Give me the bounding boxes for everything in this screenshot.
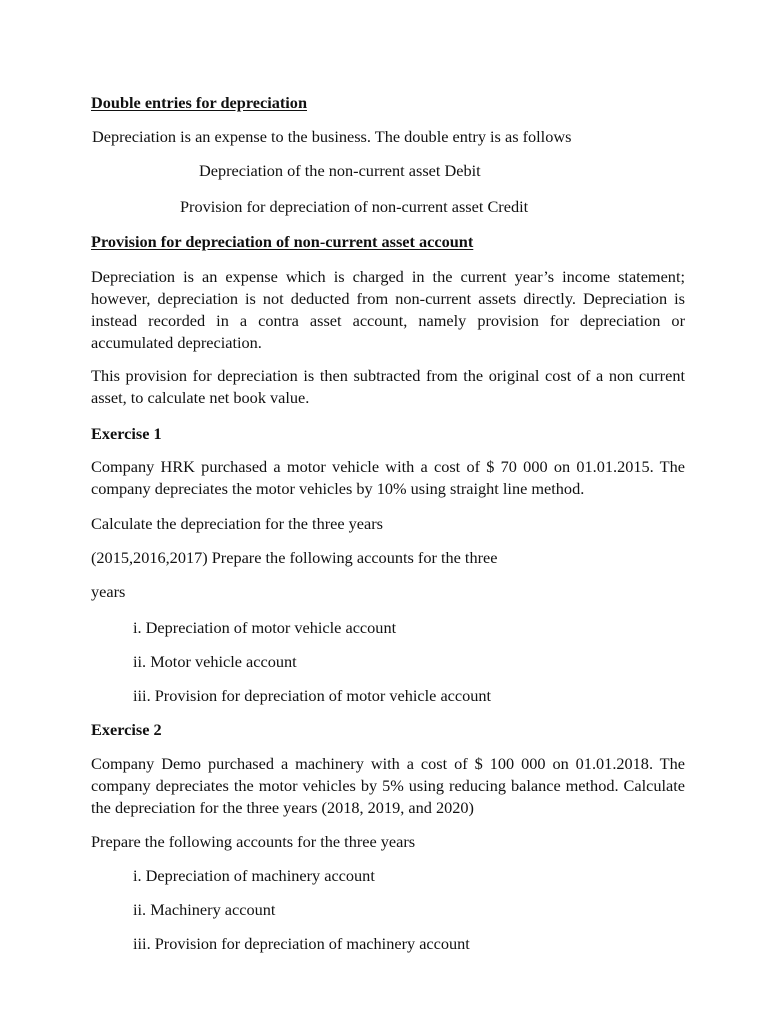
intro-line: Depreciation is an expense to the business. The double entry is as follows	[92, 127, 572, 146]
heading-provision: Provision for depreciation of non-current asset account	[91, 232, 474, 251]
entry-debit: Depreciation of the non-current asset Debit	[199, 161, 481, 180]
provision-paragraph: Depreciation is an expense which is charged in the current year’s income statement; however, depreciation is not deducted from non-current assets directly. Depreciation is instead recorded in a contra asset account, namely provision for depreciation or accumulated depreciation.	[91, 267, 685, 352]
exercise2-item: i. Depreciation of machinery account	[133, 866, 375, 885]
exercise1-instruction-line2: (2015,2016,2017) Prepare the following accounts for the three	[91, 548, 498, 567]
exercise2-instruction: Prepare the following accounts for the three years	[91, 832, 416, 851]
exercise1-item: ii. Motor vehicle account	[133, 652, 297, 671]
exercise2-title: Exercise 2	[91, 720, 162, 739]
exercise1-instruction-line1: Calculate the depreciation for the three years	[91, 514, 384, 533]
heading-double-entries: Double entries for depreciation	[91, 93, 308, 112]
exercise1-description: Company HRK purchased a motor vehicle with a cost of $ 70 000 on 01.01.2015. The company depreciates the motor vehicles by 10% using straight line method.	[91, 457, 685, 498]
exercise1-instruction-line3: years	[91, 582, 126, 601]
exercise1-title: Exercise 1	[91, 424, 162, 443]
exercise1-item: iii. Provision for depreciation of motor vehicle account	[133, 686, 492, 705]
exercise1-item: i. Depreciation of motor vehicle account	[133, 618, 397, 637]
entry-credit: Provision for depreciation of non-current asset Credit	[180, 197, 529, 216]
exercise2-item: iii. Provision for depreciation of machinery account	[133, 934, 470, 953]
exercise2-description: Company Demo purchased a machinery with a cost of $ 100 000 on 01.01.2018. The company depreciates the motor vehicles by 5% using reducing balance method. Calculate the depreciation for the three years (2018, 2019, and 2020)	[91, 754, 685, 817]
net-book-value-paragraph: This provision for depreciation is then subtracted from the original cost of a non current asset, to calculate net book value.	[91, 366, 685, 407]
exercise2-item: ii. Machinery account	[133, 900, 276, 919]
